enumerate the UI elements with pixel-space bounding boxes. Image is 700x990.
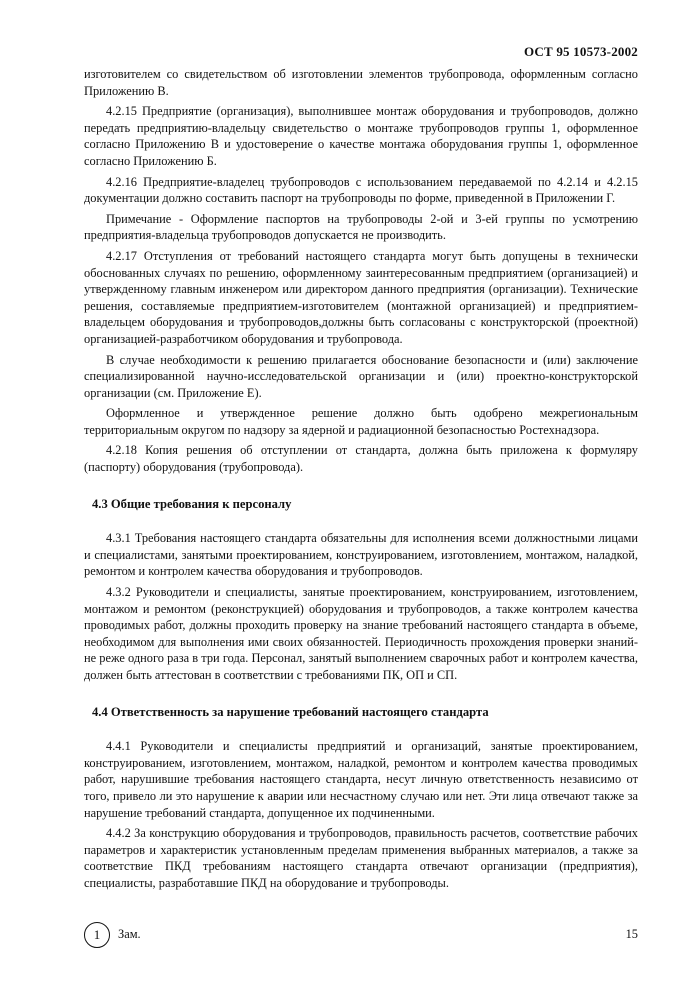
change-number-circle: 1 xyxy=(84,922,110,948)
section-heading-4-3: 4.3 Общие требования к персоналу xyxy=(92,496,292,511)
document-body xyxy=(84,66,638,892)
paragraph-4-2-17: 4.2.17 Отступления от требований настоящего стандарта могут быть допущены в технически обоснованных случаях по решению, оформленному заинтересованным предприятием (организацией) и утвержденному главным инженером или директором данного предприятия (организации). Технические решения, составляемые предприятием-изготовителем (монтажной организацией) и предприятием-владельцем оборудования и трубопроводов,должны быть согласованы с конструкторской (проектной) организацией-разработчиком оборудования и трубопровода. xyxy=(84,248,638,346)
paragraph-continuation: изготовителем со свидетельством об изготовлении элементов трубопровода, оформленным согласно Приложению В. xyxy=(84,67,638,98)
paragraph-approval: Оформленное и утвержденное решение должно быть одобрено межрегиональным территориальным округом по надзору за ядерной и радиационной безопасностью Ростехнадзора. xyxy=(84,406,638,437)
document-code: ОСТ 95 10573-2002 xyxy=(523,44,638,59)
paragraph-4-2-16: 4.2.16 Предприятие-владелец трубопроводов с использованием передаваемой по 4.2.14 и 4.2.15 документации должно составить паспорт на трубопроводы по форме, приведенной в Приложении Г. xyxy=(84,174,638,206)
section-heading-4-4: 4.4 Ответственность за нарушение требований настоящего стандарта xyxy=(92,704,489,719)
note-paragraph: Примечание - Оформление паспортов на трубопроводы 2-ой и 3-ей группы по усмотрению предприятия-владельца трубопроводов допускается не производить. xyxy=(84,211,638,243)
page-footer xyxy=(84,922,638,952)
paragraph-4-4-1: 4.4.1 Руководители и специалисты предприятий и организаций, занятые проектированием, конструированием, изготовлением, монтажом, наладкой, ремонтом и контролем качества проводимых работ, нарушившие требования настоящего стандарта, несут личную ответственность независимо от того, привело ли это нарушение к аварии или несчастному случаю или нет. Эти лица отвечают также за нарушение требований стандарта, допущенное их подчиненными. xyxy=(84,739,638,820)
paragraph-justification: В случае необходимости к решению прилагается обоснование безопасности и (или) заключение специализированной научно-исследовательской организации и (или) проектно-конструкторской организации (см. Приложение Е). xyxy=(84,352,638,400)
change-label: Зам. xyxy=(118,927,141,941)
paragraph-4-2-18: 4.2.18 Копия решения об отступлении от стандарта, должна быть приложена к формуляру (паспорту) оборудования (трубопровода). xyxy=(84,443,638,475)
page-number: 15 xyxy=(625,927,638,941)
paragraph-4-3-1: 4.3.1 Требования настоящего стандарта обязательны для исполнения всеми должностными лицами и специалистами, занятыми проектированием, конструированием, изготовлением, монтажом, наладкой, ремонтом и контролем качества оборудования и трубопроводов. xyxy=(84,531,638,579)
paragraph-4-3-2: 4.3.2 Руководители и специалисты, занятые проектированием, конструированием, изготовлением, монтажом и ремонтом (реконструкцией) оборудования и трубопроводов, а также контролем качества проводимых работ, должны проходить проверку на знание требований настоящего стандарта в объеме, необходимом для выполнения ими своих обязанностей. Периодичность прохождения проверки знаний-не реже одного раза в три года. Персонал, занятый выполнением сварочных работ и контролем качества, должен быть аттестован в соответствии с требованиями ПК, ОП и СП. xyxy=(84,585,638,682)
paragraph-4-2-15: 4.2.15 Предприятие (организация), выполнившее монтаж оборудования и трубопроводов, должно передать предприятию-владельцу свидетельство о монтаже трубопроводов группы 1, оформленное согласно Приложению В и удостоверение о качестве монтажа оборудования группы 1, оформленное согласно Приложению Б. xyxy=(84,104,638,168)
paragraph-4-4-2: 4.4.2 За конструкцию оборудования и трубопроводов, правильность расчетов, соответствие рабочих параметров и характеристик установленным пределам применения выбранных материалов, а также за соответствие ПКД требованиям настоящего стандарта отвечают организации (предприятия), специалисты, разработавшие ПКД на оборудование и трубопроводы. xyxy=(84,826,638,890)
